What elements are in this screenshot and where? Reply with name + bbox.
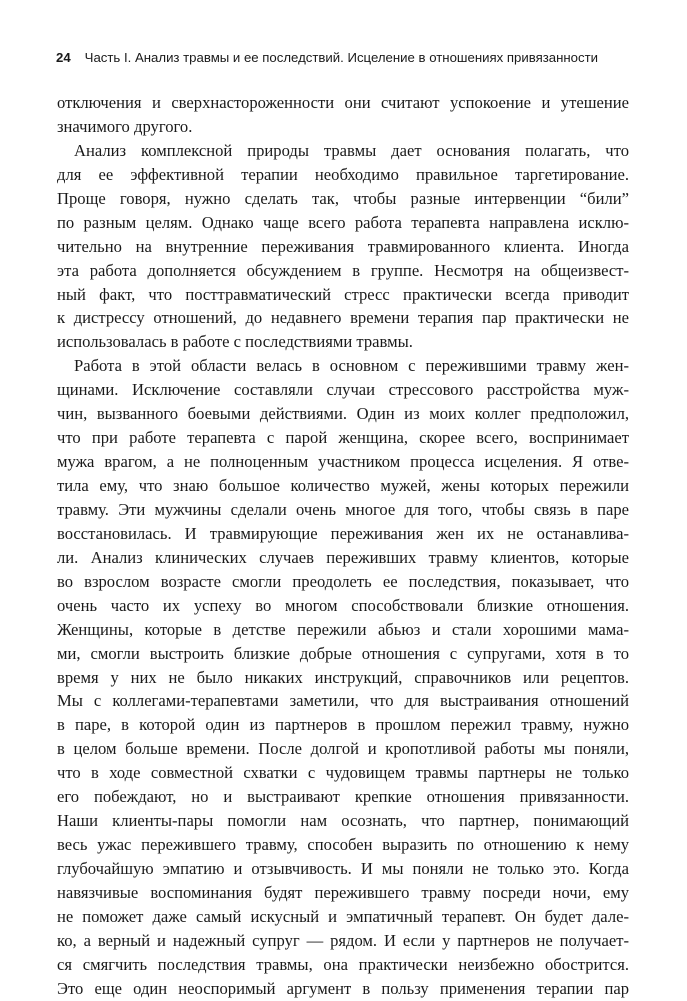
text-line: в целом больше времени. После долгой и кропотливой работы мы поняли, <box>57 739 629 759</box>
text-line: Работа в этой области велась в основном с пережившими травму жен- <box>74 356 629 376</box>
text-line: Анализ комплексной природы травмы дает основания полагать, что <box>74 140 629 160</box>
text-line: что в ходе совместной схватки с чудовищем травмы партнеры не только <box>57 763 629 783</box>
text-line: мужа врагом, а не полноценным участником процесса исцеления. Я отве- <box>57 452 629 472</box>
text-line: очень часто их успеху во многом способствовали близкие отношения. <box>57 595 629 615</box>
text-line: ный факт, что посттравматический стресс практически всегда приводит <box>57 284 629 304</box>
text-line: щинами. Исключение составляли случаи стрессового расстройства муж- <box>57 380 629 400</box>
text-line: эта работа дополняется обсуждением в группе. Несмотря на общеизвест- <box>57 260 629 280</box>
running-title: Часть I. Анализ травмы и ее последствий. Исцеление в отношениях привязанности <box>84 50 598 65</box>
running-header <box>56 49 646 67</box>
text-line: восстановилась. И травмирующие переживания жен их не останавлива- <box>57 523 629 543</box>
text-line: во взрослом возрасте смогли преодолеть ее последствия, показывает, что <box>57 571 629 591</box>
page-number: 24 <box>56 50 71 65</box>
text-line: ко, а верный и надежный супруг — рядом. И если у партнеров не получает- <box>57 930 629 950</box>
text-line: в паре, в которой один из партнеров в прошлом пережил травму, нужно <box>57 715 629 735</box>
text-line: его побеждают, но и выстраивают крепкие отношения привязанности. <box>57 787 629 807</box>
text-line: для ее эффективной терапии необходимо правильное таргетирование. <box>57 164 629 184</box>
text-line: значимого другого. <box>57 116 193 136</box>
text-line: по разным целям. Однако чаще всего работа терапевта направлена исклю- <box>57 212 629 232</box>
text-line: Женщины, которые в детстве пережили абьюз и стали хорошими мама- <box>57 619 629 639</box>
text-line: Проще говоря, нужно сделать так, чтобы разные интервенции “били” <box>57 188 629 208</box>
text-line: весь ужас пережившего травму, способен выразить по отношению к нему <box>57 835 629 855</box>
text-line: к дистрессу отношений, до недавнего времени терапия пар практически не <box>57 308 629 328</box>
text-line: чительно на внутренние переживания травмированного клиента. Иногда <box>57 236 629 256</box>
text-line: тила ему, что знаю большое количество мужей, жены которых пережили <box>57 476 629 495</box>
text-line: глубочайшую эмпатию и отзывчивость. И мы поняли не только это. Когда <box>57 859 629 878</box>
text-line: время у них не было никаких инструкций, справочников или рецептов. <box>57 667 629 687</box>
text-line: Наши клиенты-пары помогли нам осознать, что партнер, понимающий <box>57 811 629 831</box>
text-line: ли. Анализ клинических случаев переживших травму клиентов, которые <box>57 547 629 567</box>
text-line: Это еще один неоспоримый аргумент в пользу применения терапии пар <box>57 978 629 998</box>
text-line: Мы с коллегами-терапевтами заметили, что для выстраивания отношений <box>57 691 629 711</box>
text-line: ся смягчить последствия травмы, она практически неизбежно обострится. <box>57 954 629 974</box>
text-line: использовалась в работе с последствиями травмы. <box>57 332 413 352</box>
text-line: ми, смогли выстроить близкие добрые отношения с супругами, хотя в то <box>57 643 629 663</box>
text-line: чин, вызванного боевыми действиями. Один из моих коллег предположил, <box>57 404 629 424</box>
text-line: не поможет даже самый искусный и эмпатичный терапевт. Он будет дале- <box>57 906 629 926</box>
text-line: травму. Эти мужчины сделали очень многое для того, чтобы связь в паре <box>57 499 629 519</box>
text-line: что при работе терапевта с парой женщина, скорее всего, воспринимает <box>57 428 629 448</box>
text-line: отключения и сверхнастороженности они считают успокоение и утешение <box>57 93 629 112</box>
body-text <box>57 91 629 1001</box>
text-line: навязчивые воспоминания будят пережившего травму посреди ночи, ему <box>57 882 629 902</box>
